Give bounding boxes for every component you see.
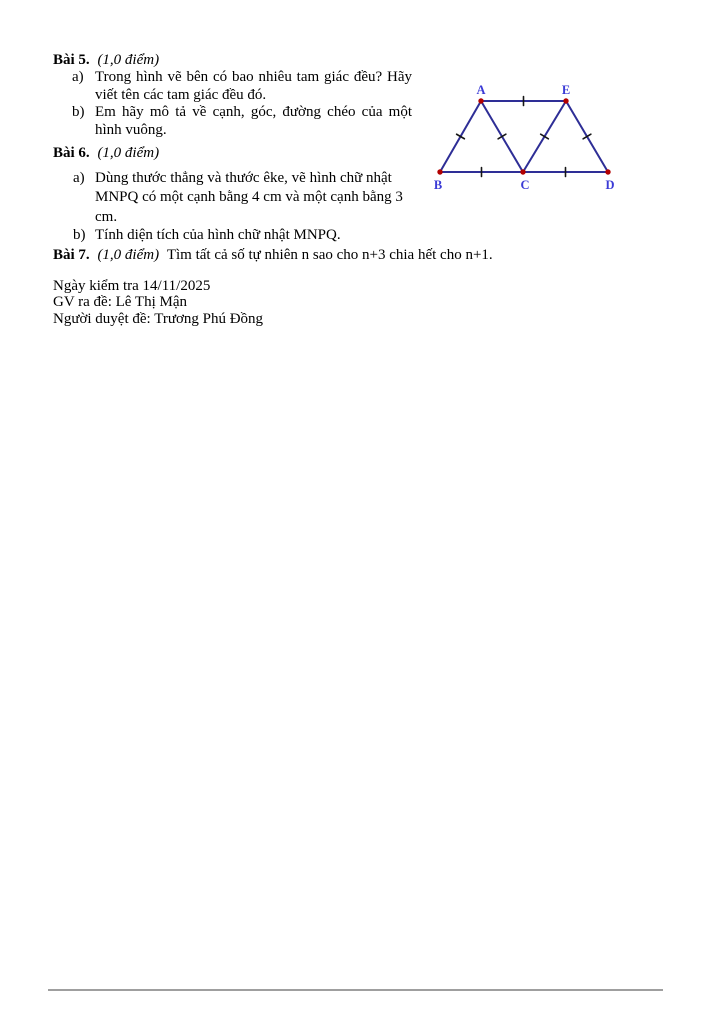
problem7-label: Bài 7. bbox=[53, 247, 90, 263]
problem6-label: Bài 6. bbox=[53, 145, 90, 161]
figure-vertex-label-a: A bbox=[476, 83, 486, 97]
figure-vertex-dot-a bbox=[478, 98, 483, 103]
problem7-text: Tìm tất cả số tự nhiên n sao cho n+3 chia hết cho n+1. bbox=[166, 247, 493, 263]
triangle-diagram bbox=[430, 82, 630, 194]
problem6-points-note: (1,0 điểm) bbox=[97, 145, 160, 161]
figure-vertex-label-c: C bbox=[520, 178, 530, 192]
problem6-item-b-line1: Tính diện tích của hình chữ nhật MNPQ. bbox=[95, 227, 341, 243]
problem5-item-b-line1: Em hãy mô tả về cạnh, góc, đường chéo của một bbox=[95, 104, 412, 120]
problem5-points-note: (1,0 điểm) bbox=[97, 52, 160, 68]
problem5-item-a-line2: viết tên các tam giác đều đó. bbox=[95, 87, 267, 103]
problem6-item-a-line1: Dùng thước thẳng và thước êke, vẽ hình chữ nhật bbox=[95, 170, 392, 186]
figure-vertex-dot-d bbox=[605, 169, 610, 174]
problem6-item-a-marker: a) bbox=[73, 170, 85, 186]
problem5-label: Bài 5. bbox=[53, 52, 90, 68]
problem6-item-a-line3: cm. bbox=[95, 209, 118, 225]
problem6-item-a-line2: MNPQ có một cạnh bằng 4 cm và một cạnh bằng 3 bbox=[95, 189, 403, 205]
footer-exam-approver: Người duyệt đề: Trương Phú Đồng bbox=[53, 311, 264, 327]
figure-vertex-label-b: B bbox=[433, 178, 443, 192]
figure-vertex-dot-b bbox=[437, 169, 442, 174]
figure-vertex-dot-c bbox=[520, 169, 525, 174]
geometry-figure bbox=[430, 82, 630, 194]
footer-exam-date: Ngày kiểm tra 14/11/2025 bbox=[53, 278, 211, 294]
problem7-line bbox=[53, 247, 493, 264]
figure-vertex-label-e: E bbox=[561, 83, 571, 97]
problem7-points-note: (1,0 điểm) bbox=[97, 247, 160, 263]
problem5-item-a-marker: a) bbox=[72, 69, 84, 85]
footer-exam-author: GV ra đề: Lê Thị Mận bbox=[53, 294, 187, 310]
problem6-item-b-marker: b) bbox=[73, 227, 86, 243]
problem5-heading bbox=[53, 52, 159, 69]
figure-vertex-label-d: D bbox=[605, 178, 615, 192]
page-footer-divider bbox=[48, 989, 663, 991]
problem5-item-a-line1: Trong hình vẽ bên có bao nhiêu tam giác đều? Hãy bbox=[95, 69, 412, 85]
problem5-item-b-line2: hình vuông. bbox=[95, 122, 167, 138]
figure-vertex-dot-e bbox=[563, 98, 568, 103]
problem6-heading bbox=[53, 145, 159, 162]
problem5-item-b-marker: b) bbox=[72, 104, 85, 120]
